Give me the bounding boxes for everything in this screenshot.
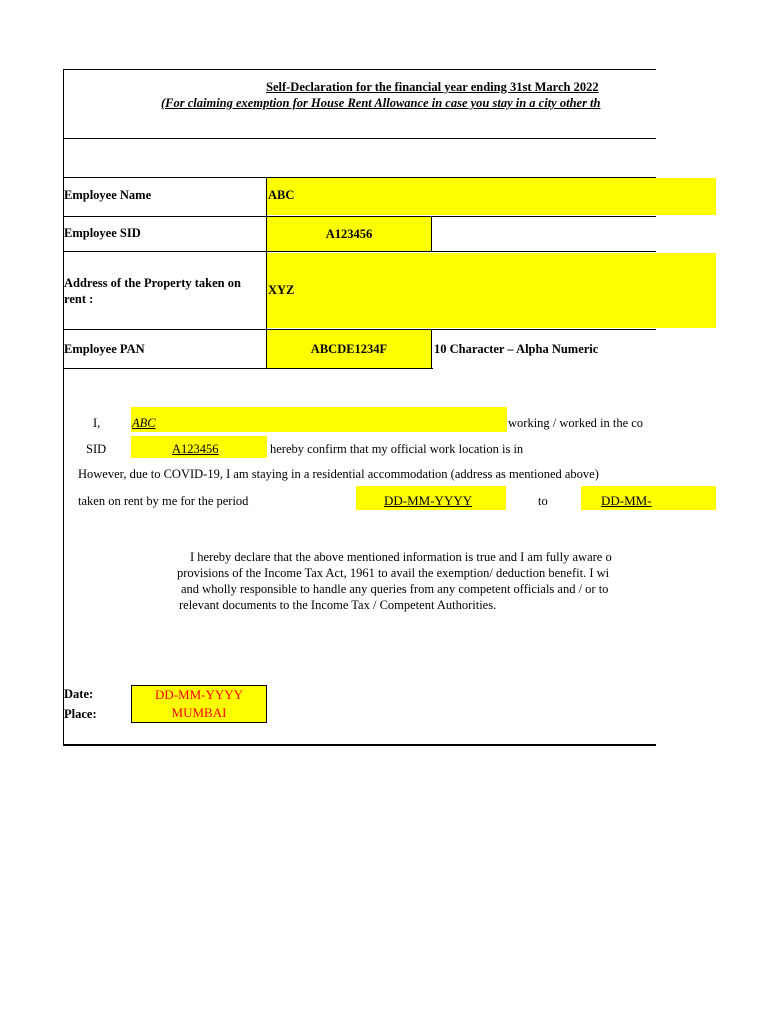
border-left (63, 69, 64, 745)
address-label-line2: rent : (64, 292, 94, 306)
employee-sid-label: Employee SID (64, 226, 141, 240)
header-divider (63, 138, 656, 139)
pan-format-note: 10 Character – Alpha Numeric (434, 342, 599, 356)
statement-name[interactable]: ABC (132, 416, 156, 430)
employee-pan-label: Employee PAN (64, 342, 145, 356)
date-label: Date: (64, 687, 94, 701)
statement-rent-text: taken on rent by me for the period (78, 494, 249, 508)
place-label: Place: (64, 707, 97, 721)
declaration-line-1: I hereby declare that the above mentioned information is true and I am fully aware o (190, 550, 612, 564)
statement-name-fill (131, 407, 507, 432)
from-date-value[interactable]: DD-MM-YYYY (384, 493, 473, 508)
document-subtitle: (For claiming exemption for House Rent Allowance in case you stay in a city other th (161, 96, 601, 110)
declaration-line-2: provisions of the Income Tax Act, 1961 to avail the exemption/ deduction benefit. I wi (177, 566, 610, 580)
border-bottom (63, 744, 656, 746)
document-title: Self-Declaration for the financial year ending 31st March 2022 (266, 80, 599, 94)
statement-i: I, (93, 416, 101, 430)
employee-name-value[interactable]: ABC (268, 188, 295, 202)
date-value: DD-MM-YYYY (154, 687, 244, 702)
statement-sid-value[interactable]: A123456 (172, 442, 219, 456)
col-line-2 (431, 216, 432, 252)
row-line-5 (63, 368, 433, 369)
employee-sid-value[interactable]: A123456 (325, 226, 373, 241)
address-label-line1: Address of the Property taken on (64, 276, 241, 290)
place-value: MUMBAI (171, 705, 227, 720)
date-box[interactable] (131, 685, 267, 705)
declaration-line-4: relevant documents to the Income Tax / Competent Authorities. (179, 598, 497, 612)
statement-confirm-text: hereby confirm that my official work location is in (270, 442, 524, 456)
to-date-value[interactable]: DD-MM- (601, 493, 652, 508)
row-line-1 (63, 177, 656, 178)
row-line-3 (63, 251, 656, 252)
address-value[interactable]: XYZ (268, 283, 295, 297)
place-box[interactable] (131, 704, 267, 723)
statement-working-text: working / worked in the co (508, 416, 644, 430)
employee-name-label: Employee Name (64, 188, 152, 202)
statement-covid-text: However, due to COVID-19, I am staying in a residential accommodation (address as mentioned above) (78, 467, 599, 481)
to-text: to (538, 494, 548, 508)
declaration-line-3: and wholly responsible to handle any queries from any competent officials and / or to (181, 582, 609, 596)
col-line-3 (431, 329, 432, 369)
employee-pan-value[interactable]: ABCDE1234F (310, 341, 388, 356)
statement-sid-label: SID (86, 442, 107, 456)
border-top (63, 69, 656, 70)
